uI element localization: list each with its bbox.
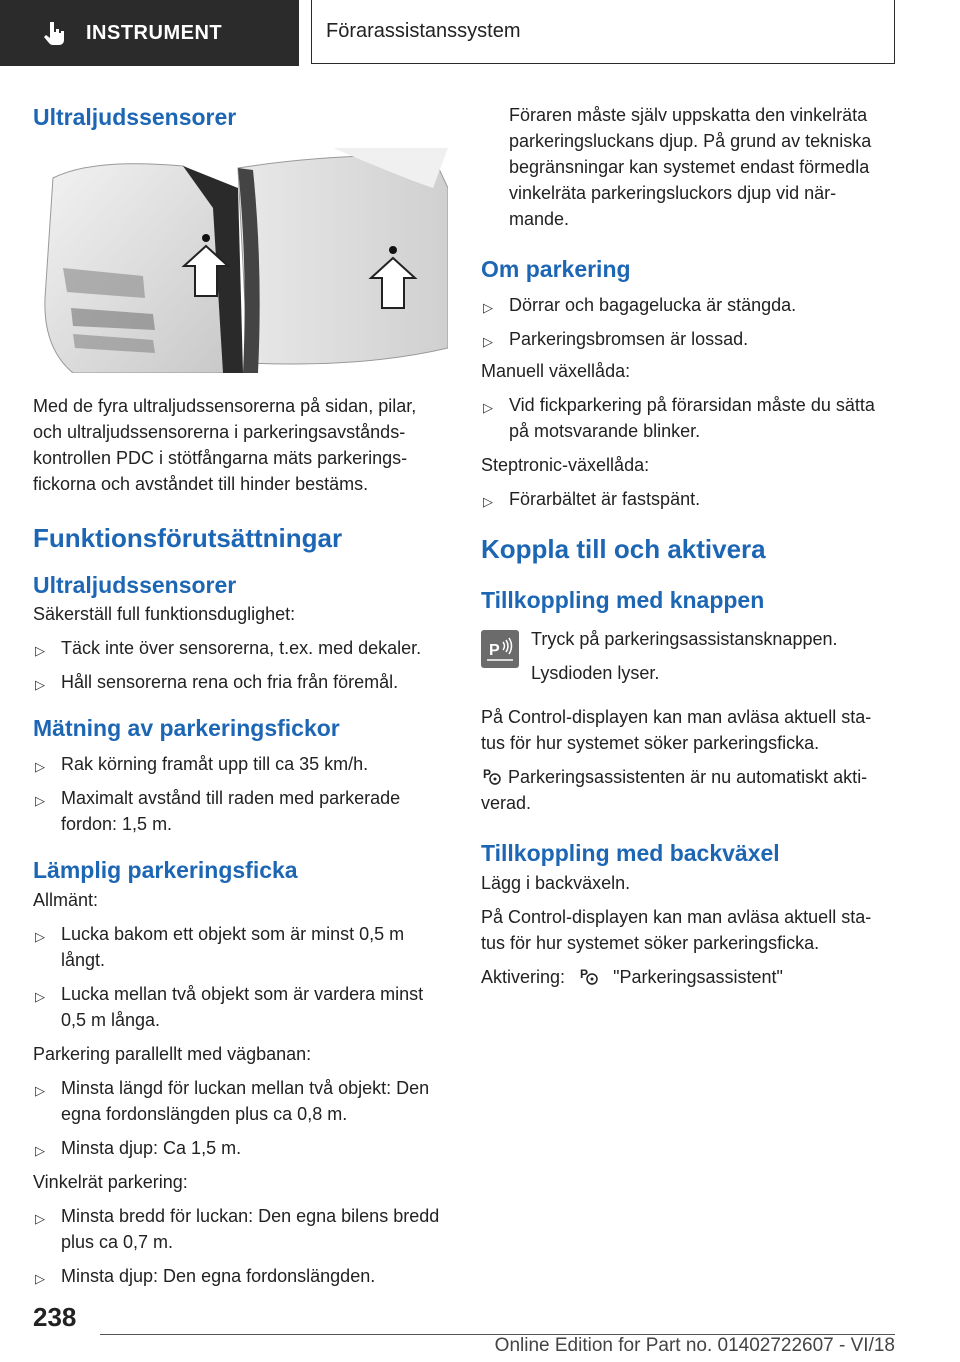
- list-item: ▷ Minsta längd för luckan mellan två objekt: Den egna fordonslängden plus ca 0,8 m.: [35, 1077, 430, 1124]
- heading-sensors: Ultraljudssensorer: [33, 104, 237, 130]
- triangle-bullet-icon: ▷: [35, 643, 45, 659]
- hand-pointer-icon: [42, 20, 68, 46]
- list-item: ▷ Vid fickparkering på förarsidan måste du sätta på motsvarande blinker.: [483, 394, 875, 441]
- list-item: ▷ Täck inte över sensorerna, t.ex. med dekaler.: [33, 635, 448, 661]
- paragraph-manual: Manuell växellåda:: [481, 360, 631, 381]
- list-item: ▷ Rak körning framåt upp till ca 35 km/h.: [33, 751, 448, 777]
- triangle-bullet-icon: ▷: [35, 1270, 45, 1286]
- page-header: [0, 0, 960, 66]
- page-footer: [0, 1296, 960, 1362]
- header-section-title: INSTRUMENT: [86, 21, 223, 44]
- list-item: ▷ Minsta bredd för luckan: Den egna bilens bredd plus ca 0,7 m.: [35, 1205, 440, 1252]
- list-item: ▷ Minsta djup: Den egna fordonslängden.: [33, 1263, 448, 1289]
- car-bumper-image: [33, 148, 448, 373]
- parking-assist-icon: [481, 764, 503, 786]
- list-item: ▷ Lucka mellan två objekt som är vardera minst 0,5 m långa.: [35, 983, 424, 1030]
- list-item: ▷ Parkeringsbromsen är lossad.: [481, 326, 899, 352]
- triangle-bullet-icon: ▷: [35, 1210, 45, 1226]
- triangle-bullet-icon: ▷: [35, 792, 45, 808]
- left-column: [33, 90, 448, 1289]
- list-item: ▷ Maximalt avstånd till raden med parkerade fordon: 1,5 m.: [35, 787, 401, 834]
- footer-edition: Online Edition for Part no. 01402722607 - VI/18: [494, 1335, 895, 1356]
- list-item: ▷ Minsta djup: Ca 1,5 m.: [33, 1135, 448, 1161]
- heading-about-parking: Om parkering: [481, 256, 631, 282]
- paragraph-parallel: Parkering parallellt med vägbanan:: [33, 1043, 312, 1064]
- header-chapter-title: Förarassistanssystem: [326, 20, 521, 42]
- list-item: ▷ Förarbältet är fastspänt.: [481, 486, 899, 512]
- svg-text:P: P: [483, 767, 492, 782]
- triangle-bullet-icon: ▷: [35, 1142, 45, 1158]
- triangle-bullet-icon: ▷: [483, 399, 493, 415]
- heading-reverse-activation: Tillkoppling med backväxel: [481, 840, 780, 867]
- svg-text:P: P: [580, 966, 589, 981]
- paragraph-control-display-1: På Control-displayen kan man avläsa aktuell sta- tus för hur systemet söker parkeringsficka.: [481, 707, 872, 754]
- triangle-bullet-icon: ▷: [483, 333, 493, 349]
- list-measure: [33, 751, 448, 837]
- heading-measurement: Mätning av parkeringsfickor: [33, 715, 340, 742]
- page-number: 238: [33, 1302, 77, 1332]
- button-instruction-text: [531, 626, 837, 686]
- header-section-tab: [0, 0, 299, 66]
- list-manual: [481, 392, 899, 444]
- paragraph-control-display-2: På Control-displayen kan man avläsa aktuell sta- tus för hur systemet söker parkeringsficka.: [481, 906, 872, 953]
- triangle-bullet-icon: ▷: [483, 493, 493, 509]
- sensor-illustration: [33, 148, 448, 373]
- list-sensors: [33, 635, 448, 695]
- triangle-bullet-icon: ▷: [35, 928, 45, 944]
- header-chapter-box: [311, 0, 895, 64]
- heading-activate: Koppla till och aktivera: [481, 533, 766, 564]
- paragraph-activation: Aktivering: P "Parkeringsassistent": [481, 964, 899, 990]
- list-item: ▷ Håll sensorerna rena och fria från föremål.: [33, 669, 448, 695]
- heading-sensors-sub: Ultraljudssensorer: [33, 571, 237, 598]
- heading-function-requirements: Funktionsförutsättningar: [33, 522, 343, 553]
- heading-suitable-spot: Lämplig parkeringsficka: [33, 856, 298, 883]
- list-about: [481, 292, 899, 352]
- list-item: ▷ Dörrar och bagagelucka är stängda.: [481, 292, 899, 318]
- paragraph-reverse: Lägg i backväxeln.: [481, 872, 631, 893]
- list-item: ▷ Lucka bakom ett objekt som är minst 0,5 m långt.: [35, 923, 405, 970]
- list-general: [33, 921, 448, 1033]
- paragraph-led: Lysdioden lyser.: [531, 663, 660, 684]
- right-column: [481, 102, 899, 990]
- triangle-bullet-icon: ▷: [35, 1082, 45, 1098]
- list-parallel: [33, 1075, 448, 1161]
- paragraph-press-button: Tryck på parkeringsassistansknappen.: [531, 629, 838, 650]
- paragraph-driver-estimate: Föraren måste själv uppskatta den vinkelräta parkeringsluckans djup. På grund av tekniska begränsningar kan systemet endast förmedla vinkelräta parkeringsluckors djup vid när- mande.: [509, 105, 872, 229]
- paragraph-perpendicular: Vinkelrät parkering:: [33, 1171, 188, 1192]
- parking-assist-button-icon: [481, 630, 519, 668]
- list-perpendicular: [33, 1203, 448, 1289]
- triangle-bullet-icon: ▷: [483, 299, 493, 315]
- paragraph-ensure: Säkerställ full funktionsduglighet:: [33, 604, 296, 625]
- svg-text:P: P: [489, 642, 500, 660]
- parking-assist-icon: [578, 964, 600, 986]
- triangle-bullet-icon: ▷: [35, 988, 45, 1004]
- paragraph-sensors: Med de fyra ultraljudssensorerna på sidan, pilar, och ultraljudssensorerna i parkeringsavstånds- kontrollen PDC i stötfångarna mäts parkerings- fickorna och avståndet till hinder bestäms.: [33, 395, 417, 494]
- triangle-bullet-icon: ▷: [35, 758, 45, 774]
- paragraph-auto-activated: P Parkeringsassistenten är nu automatiskt akti- verad.: [481, 764, 891, 816]
- list-steptronic: [481, 486, 899, 512]
- button-instruction-row: [481, 626, 899, 686]
- paragraph-general: Allmänt:: [33, 889, 99, 910]
- heading-button-activation: Tillkoppling med knappen: [481, 586, 765, 613]
- triangle-bullet-icon: ▷: [35, 677, 45, 693]
- paragraph-steptronic: Steptronic-växellåda:: [481, 454, 650, 475]
